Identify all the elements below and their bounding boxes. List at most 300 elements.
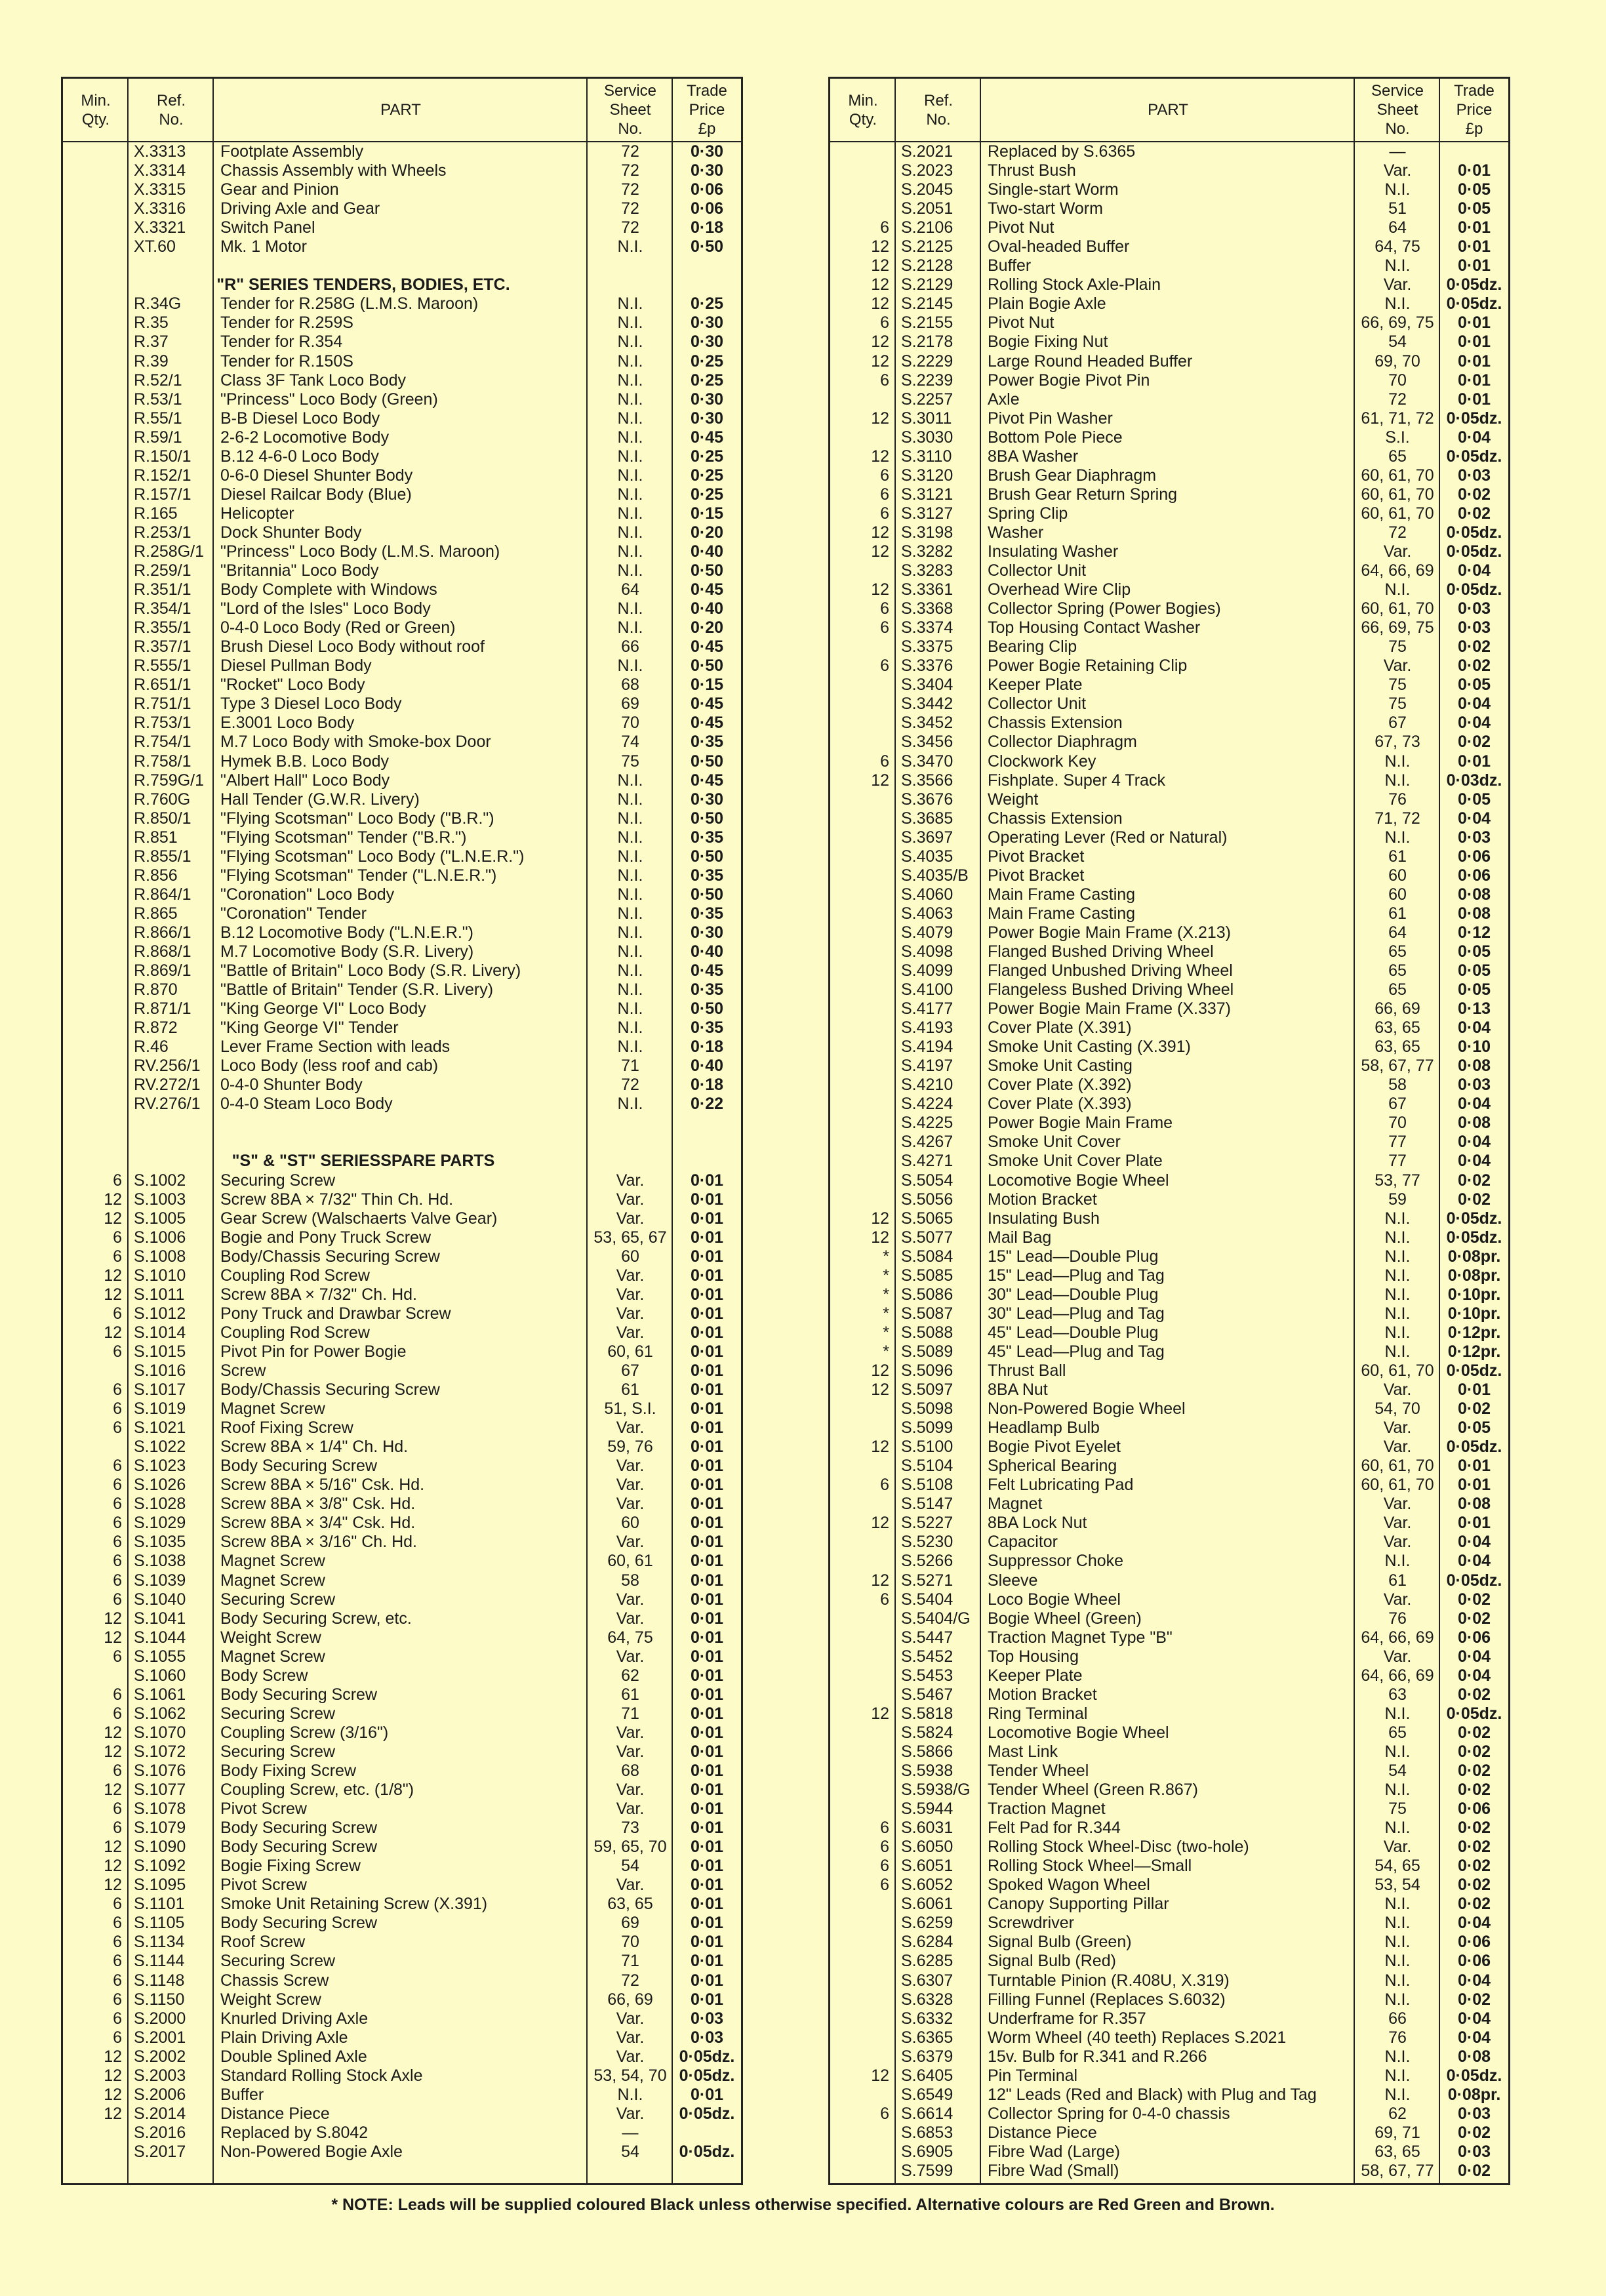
service-sheet-cell: 72 xyxy=(621,161,639,180)
part-cell xyxy=(988,352,1348,371)
part-cell xyxy=(220,1209,581,1228)
table-row xyxy=(63,923,741,942)
header-service-sheet: Service Sheet No. xyxy=(603,82,657,138)
qty-cell: 12 xyxy=(104,1857,122,1876)
trade-price-cell: 0·01 xyxy=(690,1514,724,1533)
table-row xyxy=(830,2105,1508,2124)
ref-cell: S.2145 xyxy=(901,294,954,313)
part-cell xyxy=(220,485,581,504)
service-sheet-cell: 67, 73 xyxy=(1375,733,1420,752)
service-sheet-cell: Var. xyxy=(616,1171,645,1190)
table-row xyxy=(63,1228,741,1247)
part-label: Locomotive Bogie Wheel xyxy=(988,1171,1173,1190)
part-label: Body/Chassis Securing Screw xyxy=(220,1247,444,1266)
part-label: Body Securing Screw xyxy=(220,1838,381,1856)
qty-cell: 12 xyxy=(871,1704,889,1723)
part-label: Top Housing Contact Washer xyxy=(988,618,1204,637)
trade-price-cell: 0·30 xyxy=(690,161,724,180)
table-row xyxy=(830,542,1508,561)
ref-cell: S.5056 xyxy=(901,1190,954,1209)
table-row xyxy=(63,714,741,733)
ref-cell: S.1061 xyxy=(134,1685,186,1704)
part-label: Screw 8BA × 7/32" Ch. Hd. xyxy=(220,1285,421,1304)
part-cell xyxy=(220,180,581,199)
part-cell xyxy=(988,599,1348,618)
part-cell xyxy=(220,599,581,618)
ref-cell: R.868/1 xyxy=(134,942,191,961)
table-row xyxy=(63,409,741,428)
trade-price-cell: 0·01 xyxy=(690,1228,724,1247)
trade-price-cell: 0·01 xyxy=(690,1342,724,1361)
section-heading xyxy=(63,275,741,294)
ref-cell: R.351/1 xyxy=(134,580,191,599)
part-cell xyxy=(988,1609,1348,1628)
qty-cell: * xyxy=(883,1323,889,1342)
service-sheet-cell: 60, 61 xyxy=(607,1342,653,1361)
table-row xyxy=(63,1533,741,1552)
ref-cell: S.1078 xyxy=(134,1800,186,1819)
qty-cell: 12 xyxy=(871,1571,889,1590)
table-row xyxy=(830,1647,1508,1666)
part-cell xyxy=(988,828,1348,847)
qty-cell: 12 xyxy=(871,2066,889,2085)
ref-cell: S.4060 xyxy=(901,885,954,904)
part-cell xyxy=(988,809,1348,828)
part-cell xyxy=(988,695,1348,714)
part-label: Hymek B.B. Loco Body xyxy=(220,752,393,771)
part-cell xyxy=(220,1228,581,1247)
trade-price-cell: 0·06 xyxy=(1457,866,1491,885)
trade-price-cell: 0·01 xyxy=(690,1895,724,1914)
part-cell xyxy=(220,942,581,961)
service-sheet-cell: 77 xyxy=(1388,1133,1407,1152)
service-sheet-cell: Var. xyxy=(616,2009,645,2028)
part-cell xyxy=(220,847,581,866)
qty-cell: 12 xyxy=(871,275,889,294)
ref-cell: S.5100 xyxy=(901,1438,954,1457)
service-sheet-cell: 60 xyxy=(1388,866,1407,885)
table-row xyxy=(63,504,741,523)
ref-cell: S.1026 xyxy=(134,1476,186,1495)
part-cell xyxy=(220,561,581,580)
header-ref-no: Ref. No. xyxy=(156,91,186,129)
table-row xyxy=(830,1742,1508,1762)
service-sheet-cell: N.I. xyxy=(617,561,643,580)
service-sheet-cell: N.I. xyxy=(1384,1781,1411,1800)
table-row xyxy=(63,1419,741,1438)
part-label: Magnet Screw xyxy=(220,1552,329,1570)
part-label: Smoke Unit Casting (X.391) xyxy=(988,1037,1195,1056)
qty-cell: * xyxy=(883,1304,889,1323)
trade-price-cell: 0·12pr. xyxy=(1447,1342,1501,1361)
table-row xyxy=(830,1552,1508,1571)
service-sheet-cell: 68 xyxy=(621,1761,639,1780)
ref-cell: S.5089 xyxy=(901,1342,954,1361)
trade-price-cell: 0·01 xyxy=(690,1419,724,1438)
part-label: Screw 8BA × 3/8" Csk. Hd. xyxy=(220,1495,419,1513)
trade-price-cell: 0·45 xyxy=(690,428,724,447)
part-label: Hall Tender (G.W.R. Livery) xyxy=(220,790,424,809)
part-label: Cover Plate (X.392) xyxy=(988,1076,1136,1094)
ref-cell: RV.272/1 xyxy=(134,1076,201,1095)
part-cell xyxy=(988,1914,1348,1933)
table-row xyxy=(830,1133,1508,1152)
service-sheet-cell: 58, 67, 77 xyxy=(1361,1057,1434,1076)
ref-cell: S.5096 xyxy=(901,1361,954,1380)
part-label: Underframe for R.357 xyxy=(988,2009,1150,2028)
service-sheet-cell: 60, 61, 70 xyxy=(1361,1476,1434,1495)
part-cell xyxy=(220,714,581,733)
service-sheet-cell: — xyxy=(1389,142,1406,161)
table-row xyxy=(63,1209,741,1228)
table-row xyxy=(63,1457,741,1476)
part-label: Large Round Headed Buffer xyxy=(988,352,1196,371)
service-sheet-cell: 60, 61 xyxy=(607,1552,653,1571)
trade-price-cell: 0·01 xyxy=(690,1400,724,1419)
service-sheet-cell: 72 xyxy=(1388,390,1407,409)
ref-cell: S.6853 xyxy=(901,2123,954,2142)
part-cell xyxy=(988,1380,1348,1400)
table-row xyxy=(63,1990,741,2009)
service-sheet-cell: N.I. xyxy=(617,485,643,504)
table-row xyxy=(63,695,741,714)
part-cell xyxy=(220,904,581,923)
table-row xyxy=(830,2162,1508,2181)
ref-cell: S.5467 xyxy=(901,1685,954,1704)
ref-cell: S.2128 xyxy=(901,256,954,275)
part-label: Tender for R.354 xyxy=(220,332,346,351)
part-cell xyxy=(220,923,581,942)
ref-cell: S.6031 xyxy=(901,1819,954,1838)
part-cell xyxy=(220,1819,581,1838)
service-sheet-cell: 64, 75 xyxy=(607,1628,653,1647)
table-row xyxy=(830,1609,1508,1628)
table-row xyxy=(830,1380,1508,1400)
part-cell xyxy=(220,1647,581,1666)
footnote: * NOTE: Leads will be supplied coloured Black unless otherwise specified. Alternative colours are Red Green and Brown. xyxy=(331,2196,1275,2214)
part-label: Collector Diaphragm xyxy=(988,733,1141,751)
part-cell xyxy=(220,1419,581,1438)
ref-cell: S.1150 xyxy=(134,1990,185,2009)
ref-cell: S.2257 xyxy=(901,390,954,409)
part-label: Locomotive Bogie Wheel xyxy=(988,1723,1173,1742)
service-sheet-cell: 62 xyxy=(1388,2104,1407,2123)
ref-cell: S.1101 xyxy=(134,1895,185,1914)
table-row xyxy=(830,961,1508,980)
ref-cell: S.5086 xyxy=(901,1285,954,1304)
part-label: 15" Lead—Double Plug xyxy=(988,1247,1162,1266)
table-row xyxy=(830,1228,1508,1247)
qty-cell: 6 xyxy=(113,1400,122,1419)
trade-price-cell: 0·05 xyxy=(1457,980,1491,999)
qty-cell: 12 xyxy=(104,1781,122,1800)
table-row xyxy=(63,809,741,828)
ref-cell: R.850/1 xyxy=(134,809,191,828)
trade-price-cell: 0·05dz. xyxy=(1446,1438,1502,1457)
ref-cell: S.1044 xyxy=(134,1628,186,1647)
ref-cell: R.253/1 xyxy=(134,523,191,542)
part-label: Pivot Nut xyxy=(988,218,1058,237)
trade-price-cell: 0·04 xyxy=(1457,1152,1491,1171)
ref-cell: S.5938 xyxy=(901,1761,954,1780)
table-row xyxy=(830,637,1508,656)
trade-price-cell: 0·05 xyxy=(1457,675,1491,695)
trade-price-cell: 0·25 xyxy=(690,447,724,466)
ref-cell: S.5085 xyxy=(901,1266,954,1285)
part-cell xyxy=(988,1723,1348,1742)
ref-cell: R.52/1 xyxy=(134,371,182,390)
table-row xyxy=(63,2009,741,2028)
trade-price-cell: 0·01 xyxy=(1457,1514,1491,1533)
qty-cell: 12 xyxy=(871,523,889,542)
qty-cell: 12 xyxy=(104,1876,122,1895)
ref-cell: S.6052 xyxy=(901,1876,954,1895)
table-row xyxy=(63,447,741,466)
trade-price-cell: 0·05dz. xyxy=(1446,2066,1502,2085)
part-label: 0-4-0 Steam Loco Body xyxy=(220,1095,397,1113)
trade-price-cell: 0·30 xyxy=(690,923,724,942)
service-sheet-cell: 54, 70 xyxy=(1375,1400,1420,1419)
trade-price-cell: 0·25 xyxy=(690,352,724,371)
trade-price-cell: 0·22 xyxy=(690,1095,724,1114)
part-label: Felt Pad for R.344 xyxy=(988,1819,1125,1837)
qty-cell: 6 xyxy=(113,1419,122,1438)
part-label: Fibre Wad (Large) xyxy=(988,2143,1124,2161)
service-sheet-cell: Var. xyxy=(616,2104,645,2123)
part-label: Thrust Ball xyxy=(988,1361,1070,1380)
trade-price-cell: 0·06 xyxy=(690,180,724,199)
qty-cell: 6 xyxy=(113,2009,122,2028)
trade-price-cell: 0·01 xyxy=(690,1857,724,1876)
table-row xyxy=(63,237,741,256)
table-row xyxy=(830,618,1508,637)
trade-price-cell: 0·50 xyxy=(690,237,724,256)
service-sheet-cell: Var. xyxy=(616,1609,645,1628)
table-row xyxy=(63,1495,741,1514)
table-row xyxy=(830,1457,1508,1476)
ref-cell: S.5404/G xyxy=(901,1609,971,1628)
qty-cell: 12 xyxy=(104,1723,122,1742)
qty-cell: 6 xyxy=(113,1590,122,1609)
part-label: "King George VI" Tender xyxy=(220,1018,403,1037)
part-cell xyxy=(220,1380,581,1400)
qty-cell: 6 xyxy=(113,1304,122,1323)
table-row xyxy=(830,2085,1508,2105)
ref-cell: R.760G xyxy=(134,790,191,809)
part-cell xyxy=(220,1800,581,1819)
ref-cell: S.1072 xyxy=(134,1742,186,1761)
part-label: Cover Plate (X.393) xyxy=(988,1095,1136,1113)
part-label: Bogie Fixing Nut xyxy=(988,332,1112,351)
ref-cell: S.2239 xyxy=(901,371,954,390)
qty-cell: 6 xyxy=(113,1971,122,1990)
table-row xyxy=(63,1952,741,1971)
part-label: Standard Rolling Stock Axle xyxy=(220,2066,427,2085)
part-cell xyxy=(988,1514,1348,1533)
part-label: Two-start Worm xyxy=(988,199,1107,218)
part-cell xyxy=(220,1666,581,1685)
qty-cell: 12 xyxy=(871,1228,889,1247)
part-cell xyxy=(988,142,1348,161)
ref-cell: S.1076 xyxy=(134,1761,186,1780)
service-sheet-cell: Var. xyxy=(616,1495,645,1514)
ref-cell: R.758/1 xyxy=(134,752,191,771)
table-row xyxy=(830,2066,1508,2085)
trade-price-cell: 0·30 xyxy=(690,313,724,332)
table-row xyxy=(63,1876,741,1895)
part-cell xyxy=(988,2105,1348,2124)
service-sheet-cell: N.I. xyxy=(1384,1971,1411,1990)
ref-cell: S.1011 xyxy=(134,1285,185,1304)
service-sheet-cell: Var. xyxy=(1383,656,1412,675)
trade-price-cell: 0·02 xyxy=(1457,2123,1491,2142)
table-row xyxy=(63,294,741,313)
table-row xyxy=(830,1495,1508,1514)
ref-cell: S.5404 xyxy=(901,1590,954,1609)
ref-cell: S.5147 xyxy=(901,1495,954,1514)
qty-cell: 12 xyxy=(104,1266,122,1285)
service-sheet-cell: 53, 54, 70 xyxy=(593,2066,667,2085)
ref-cell: S.2006 xyxy=(134,2085,186,2104)
table-row xyxy=(63,1266,741,1285)
ref-cell: S.5065 xyxy=(901,1209,954,1228)
trade-price-cell: 0·05dz. xyxy=(1446,447,1502,466)
table-row xyxy=(830,2009,1508,2028)
table-row xyxy=(830,1723,1508,1742)
service-sheet-cell: 60 xyxy=(621,1247,639,1266)
part-label: Tender Wheel (Green R.867) xyxy=(988,1781,1202,1799)
trade-price-cell: 0·04 xyxy=(1457,428,1491,447)
trade-price-cell: 0·01 xyxy=(690,1685,724,1704)
ref-cell: R.759G/1 xyxy=(134,771,205,790)
ref-cell: S.3198 xyxy=(901,523,954,542)
service-sheet-cell: Var. xyxy=(616,1800,645,1819)
qty-cell: 6 xyxy=(113,1171,122,1190)
table-row xyxy=(63,2085,741,2105)
trade-price-cell: 0·04 xyxy=(1457,561,1491,580)
part-label: Bottom Pole Piece xyxy=(988,428,1127,447)
qty-cell: 6 xyxy=(113,1533,122,1552)
trade-price-cell: 0·02 xyxy=(1457,1876,1491,1895)
part-cell xyxy=(988,466,1348,485)
ref-cell: S.4035 xyxy=(901,847,954,866)
service-sheet-cell: N.I. xyxy=(1384,1247,1411,1266)
header-ref-no: Ref. No. xyxy=(923,91,953,129)
table-row xyxy=(830,771,1508,790)
part-cell xyxy=(220,580,581,599)
part-label: Replaced by S.8042 xyxy=(220,2124,372,2142)
part-label: Single-start Worm xyxy=(988,180,1123,199)
part-cell xyxy=(220,352,581,371)
ref-cell: S.5447 xyxy=(901,1628,954,1647)
trade-price-cell: 0·08pr. xyxy=(1447,1247,1501,1266)
ref-cell: R.865 xyxy=(134,904,178,923)
ref-cell: R.651/1 xyxy=(134,675,191,695)
part-cell xyxy=(988,1628,1348,1647)
part-cell xyxy=(988,885,1348,904)
ref-cell: S.3566 xyxy=(901,771,954,790)
part-label: Signal Bulb (Red) xyxy=(988,1952,1120,1970)
table-row xyxy=(830,390,1508,409)
table-row xyxy=(63,1628,741,1647)
service-sheet-cell: 75 xyxy=(621,752,639,771)
part-cell xyxy=(988,275,1348,294)
ref-cell: S.5227 xyxy=(901,1514,954,1533)
part-cell xyxy=(988,1590,1348,1609)
part-cell xyxy=(220,294,581,313)
trade-price-cell: 0·01 xyxy=(690,1247,724,1266)
qty-cell: 6 xyxy=(113,1495,122,1514)
part-label: Mk. 1 Motor xyxy=(220,237,311,256)
part-label: Power Bogie Retaining Clip xyxy=(988,656,1191,675)
table-row xyxy=(63,371,741,390)
part-cell xyxy=(220,523,581,542)
service-sheet-cell: Var. xyxy=(616,1781,645,1800)
ref-cell: S.6259 xyxy=(901,1914,954,1933)
header-min-qty: Min. Qty. xyxy=(81,91,111,129)
service-sheet-cell: N.I. xyxy=(1384,752,1411,771)
table-row xyxy=(830,1514,1508,1533)
service-sheet-cell: 69, 71 xyxy=(1375,2123,1420,2142)
trade-price-cell: 0·04 xyxy=(1457,2028,1491,2047)
ref-cell: S.1092 xyxy=(134,1857,186,1876)
table-row xyxy=(830,1285,1508,1304)
ref-cell: S.4177 xyxy=(901,999,954,1018)
qty-cell: 6 xyxy=(880,1857,889,1876)
trade-price-cell: 0·01 xyxy=(1457,313,1491,332)
part-label: Motion Bracket xyxy=(988,1190,1101,1209)
ref-cell: R.59/1 xyxy=(134,428,182,447)
part-label: "Coronation" Loco Body xyxy=(220,885,398,904)
part-label: "Coronation" Tender xyxy=(220,904,371,923)
service-sheet-cell: Var. xyxy=(1383,1514,1412,1533)
table-row xyxy=(830,999,1508,1018)
table-row xyxy=(830,409,1508,428)
service-sheet-cell: 54 xyxy=(621,2142,639,2161)
part-label: Smoke Unit Casting xyxy=(988,1057,1136,1075)
table-row xyxy=(830,1685,1508,1704)
part-label: "Flying Scotsman" Tender ("B.R.") xyxy=(220,828,470,847)
part-cell xyxy=(988,1533,1348,1552)
part-cell xyxy=(988,618,1348,637)
part-label: Dock Shunter Body xyxy=(220,523,365,542)
trade-price-cell: 0·45 xyxy=(690,637,724,656)
ref-cell: R.751/1 xyxy=(134,695,191,714)
ref-cell: S.5099 xyxy=(901,1419,954,1438)
trade-price-cell: 0·01 xyxy=(690,1323,724,1342)
service-sheet-cell: N.I. xyxy=(1384,771,1411,790)
part-label: Pivot Bracket xyxy=(988,847,1088,866)
qty-cell: 12 xyxy=(104,1323,122,1342)
ref-cell: R.258G/1 xyxy=(134,542,205,561)
service-sheet-cell: 61 xyxy=(1388,904,1407,923)
table-row xyxy=(63,599,741,618)
qty-cell: 12 xyxy=(104,1628,122,1647)
ref-cell: X.3313 xyxy=(134,142,186,161)
trade-price-cell: 0·05 xyxy=(1457,942,1491,961)
part-label: 30" Lead—Double Plug xyxy=(988,1285,1162,1304)
service-sheet-cell: Var. xyxy=(616,1647,645,1666)
service-sheet-cell: Var. xyxy=(616,1723,645,1742)
part-cell xyxy=(988,1952,1348,1971)
service-sheet-cell: N.I. xyxy=(1384,1895,1411,1914)
ref-cell: S.1022 xyxy=(134,1438,186,1457)
part-label: Turntable Pinion (R.408U, X.319) xyxy=(988,1971,1234,1990)
part-cell xyxy=(220,1914,581,1933)
table-row xyxy=(63,1666,741,1685)
service-sheet-cell: 72 xyxy=(621,199,639,218)
ref-cell: S.1008 xyxy=(134,1247,186,1266)
